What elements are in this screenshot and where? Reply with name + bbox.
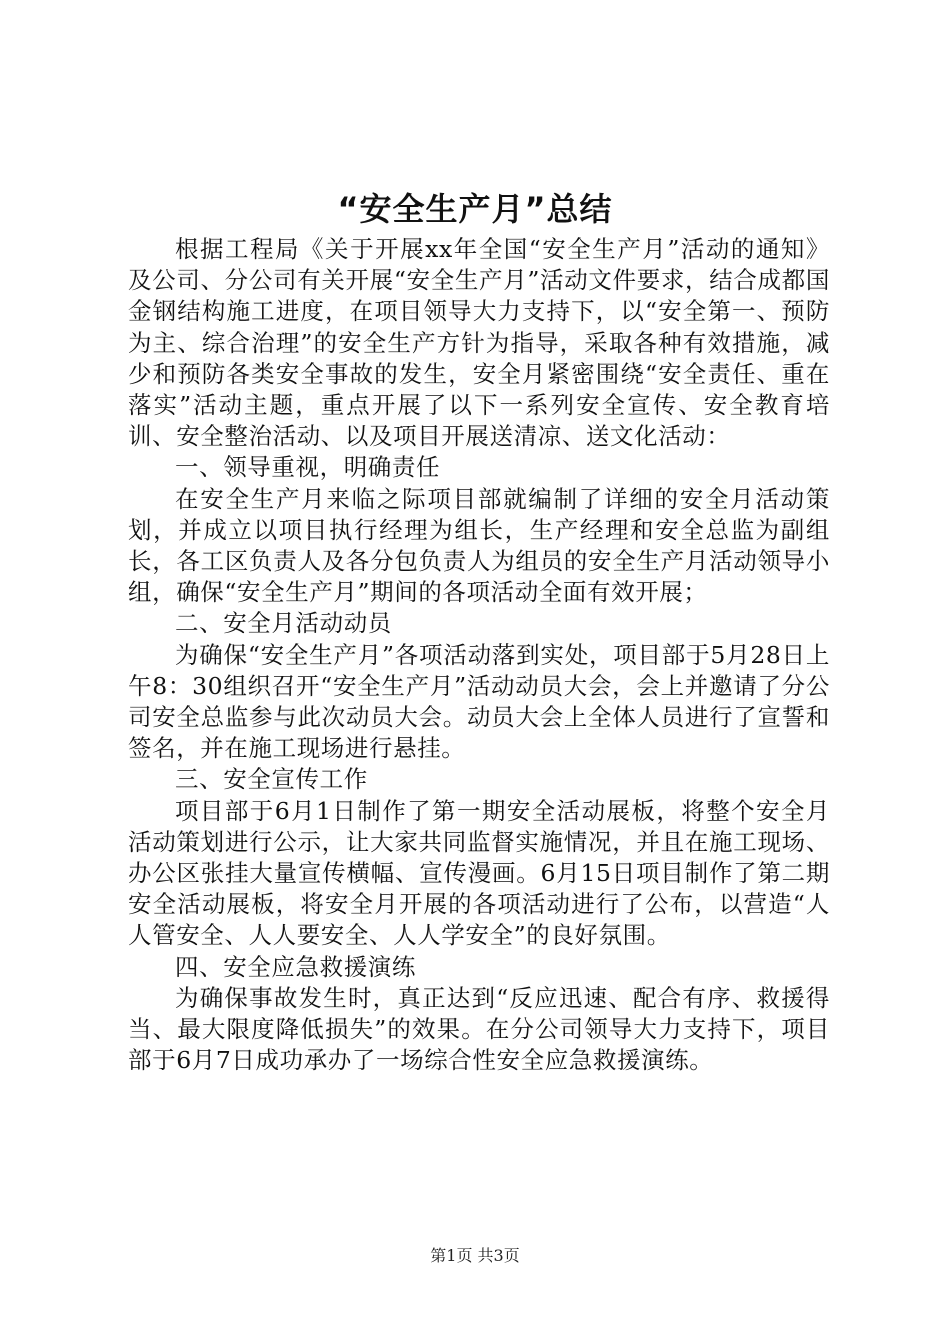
document-title: “安全生产月”总结 (337, 190, 613, 228)
document-body (128, 234, 830, 1076)
section-paragraph-1: 在安全生产月来临之际项目部就编制了详细的安全月活动策划，并成立以项目执行经理为组长，生产经理和安全总监为副组长，各工区负责人及各分包负责人为组员的安全生产月活动领导小组，确保“安全生产月”期间的各项活动全面有效开展； (128, 484, 830, 607)
section-heading-4: 四、安全应急救援演练 (175, 952, 416, 981)
intro-paragraph: 根据工程局《关于开展xx年全国“安全生产月”活动的通知》及公司、分公司有关开展“安全生产月”活动文件要求，结合成都国金钢结构施工进度，在项目领导大力支持下，以“安全第一、预防为主、综合治理”的安全生产方针为指导，采取各种有效措施，减少和预防各类安全事故的发生，安全月紧密围绕“安全责任、重在落实”活动主题，重点开展了以下一系列安全宣传、安全教育培训、安全整治活动、以及项目开展送清凉、送文化活动： (128, 235, 830, 451)
section-paragraph-3: 项目部于6月1日制作了第一期安全活动展板，将整个安全月活动策划进行公示，让大家共同监督实施情况，并且在施工现场、办公区张挂大量宣传横幅、宣传漫画。6月15日项目制作了第二期安全活动展板，将安全月开展的各项活动进行了公布，以营造“人人管安全、人人要安全、人人学安全”的良好氛围。 (128, 796, 830, 950)
section-paragraph-2: 为确保“安全生产月”各项活动落到实处，项目部于5月28日上午8：30组织召开“安全生产月”活动动员大会，会上并邀请了分公司安全总监参与此次动员大会。动员大会上全体人员进行了宣誓和签名，并在施工现场进行悬挂。 (128, 640, 830, 763)
section-heading-3: 三、安全宣传工作 (175, 765, 368, 794)
page-number-footer: 第1页 共3页 (430, 1246, 520, 1265)
section-heading-1: 一、领导重视，明确责任 (175, 453, 441, 482)
section-heading-2: 二、安全月活动动员 (175, 609, 392, 638)
section-paragraph-4: 为确保事故发生时，真正达到“反应迅速、配合有序、救援得当、最大限度降低损失”的效果。在分公司领导大力支持下，项目部于6月7日成功承办了一场综合性安全应急救援演练。 (128, 983, 830, 1075)
